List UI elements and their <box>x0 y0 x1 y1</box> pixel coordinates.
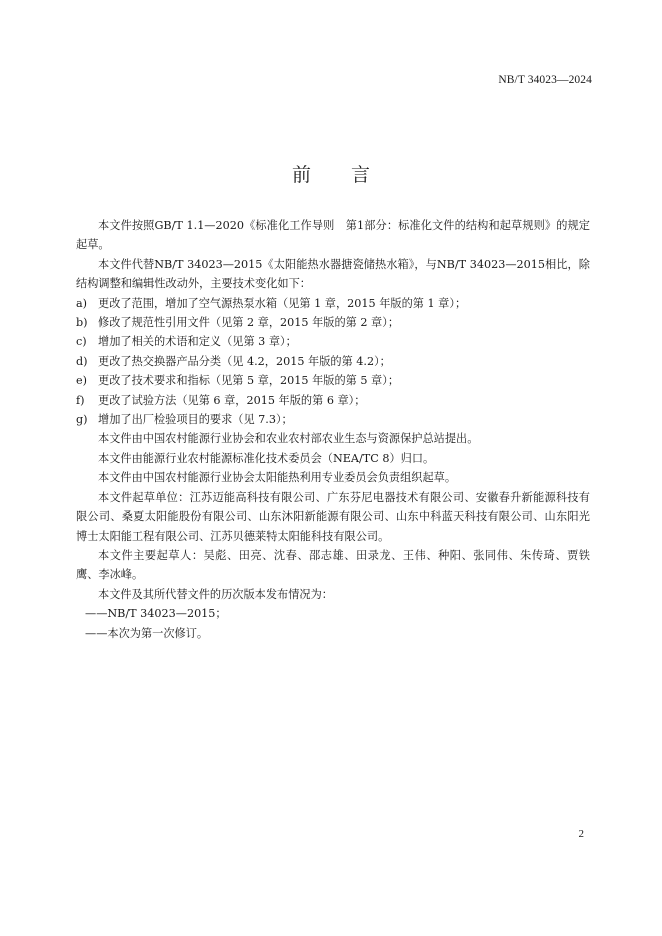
paragraph-drafting-units: 本文件起草单位：江苏迈能高科技有限公司、广东芬尼电器技术有限公司、安徽春升新能源科技有限公司、桑夏太阳能股份有限公司、山东沐阳新能源有限公司、山东中科蓝天科技有限公司、山东阳光博士太阳能工程有限公司、江苏贝德莱特太阳能科技有限公司。 <box>76 490 590 543</box>
page-title <box>0 160 662 187</box>
list-item <box>76 391 590 410</box>
list-text: 更改了试验方法（见第 6 章，2015 年版的第 6 章）； <box>98 393 366 407</box>
paragraph-drafting-rules: 本文件按照GB/T 1.1—2020《标准化工作导则 第1部分：标准化文件的结构和起草规则》的规定起草。 <box>76 219 590 252</box>
version-history-item: ——NB/T 34023—2015； <box>85 607 227 621</box>
paragraph-organized-by: 本文件由中国农村能源行业协会太阳能热利用专业委员会负责组织起草。 <box>98 471 457 485</box>
list-marker: f) <box>76 393 85 407</box>
list-item <box>76 410 590 429</box>
list-text: 更改了范围，增加了空气源热泵水箱（见第 1 章，2015 年版的第 1 章）； <box>98 296 467 310</box>
paragraph-proposed-by: 本文件由中国农村能源行业协会和农业农村部农业生态与资源保护总站提出。 <box>98 432 479 446</box>
title-char-2: 言 <box>351 164 371 186</box>
list-marker: g) <box>76 413 88 427</box>
list-marker: c) <box>76 335 87 349</box>
list-marker: e) <box>76 374 87 388</box>
list-text: 增加了相关的术语和定义（见第 3 章）； <box>98 335 297 349</box>
list-text: 增加了出厂检验项目的要求（见 7.3）； <box>98 413 293 427</box>
list-text: 更改了技术要求和指标（见第 5 章，2015 年版的第 5 章）； <box>98 374 400 388</box>
list-item <box>76 294 590 313</box>
list-marker: a) <box>76 296 88 310</box>
list-marker: d) <box>76 354 88 368</box>
paragraph-drafters: 本文件主要起草人：吴彪、田亮、沈春、邵志雄、田录龙、王伟、种阳、张同伟、朱传琦、贾铁鹰、李冰峰。 <box>76 548 590 582</box>
list-text: 修改了规范性引用文件（见第 2 章，2015 年版的第 2 章）； <box>98 316 400 330</box>
list-item <box>76 352 590 371</box>
paragraph-version-history: 本文件及其所代替文件的历次版本发布情况为： <box>98 587 333 601</box>
paragraph-replaces: 本文件代替NB/T 34023—2015《太阳能热水器搪瓷储热水箱》，与NB/T 34023—2015相比，除结构调整和编辑性改动外，主要技术变化如下： <box>76 257 590 291</box>
list-marker: b) <box>76 316 88 330</box>
paragraph-centralized-by: 本文件由能源行业农村能源标准化技术委员会（NEA/TC 8）归口。 <box>98 451 435 465</box>
list-item <box>76 313 590 332</box>
version-history-item: ——本次为第一次修订。 <box>85 626 209 640</box>
list-text: 更改了热交换器产品分类（见 4.2，2015 年版的第 4.2）； <box>98 354 391 368</box>
title-char-1: 前 <box>291 164 311 186</box>
standard-code: NB/T 34023—2024 <box>498 74 592 86</box>
foreword-body <box>76 216 590 643</box>
list-item <box>76 371 590 390</box>
list-item <box>76 332 590 351</box>
page-number: 2 <box>578 828 584 840</box>
